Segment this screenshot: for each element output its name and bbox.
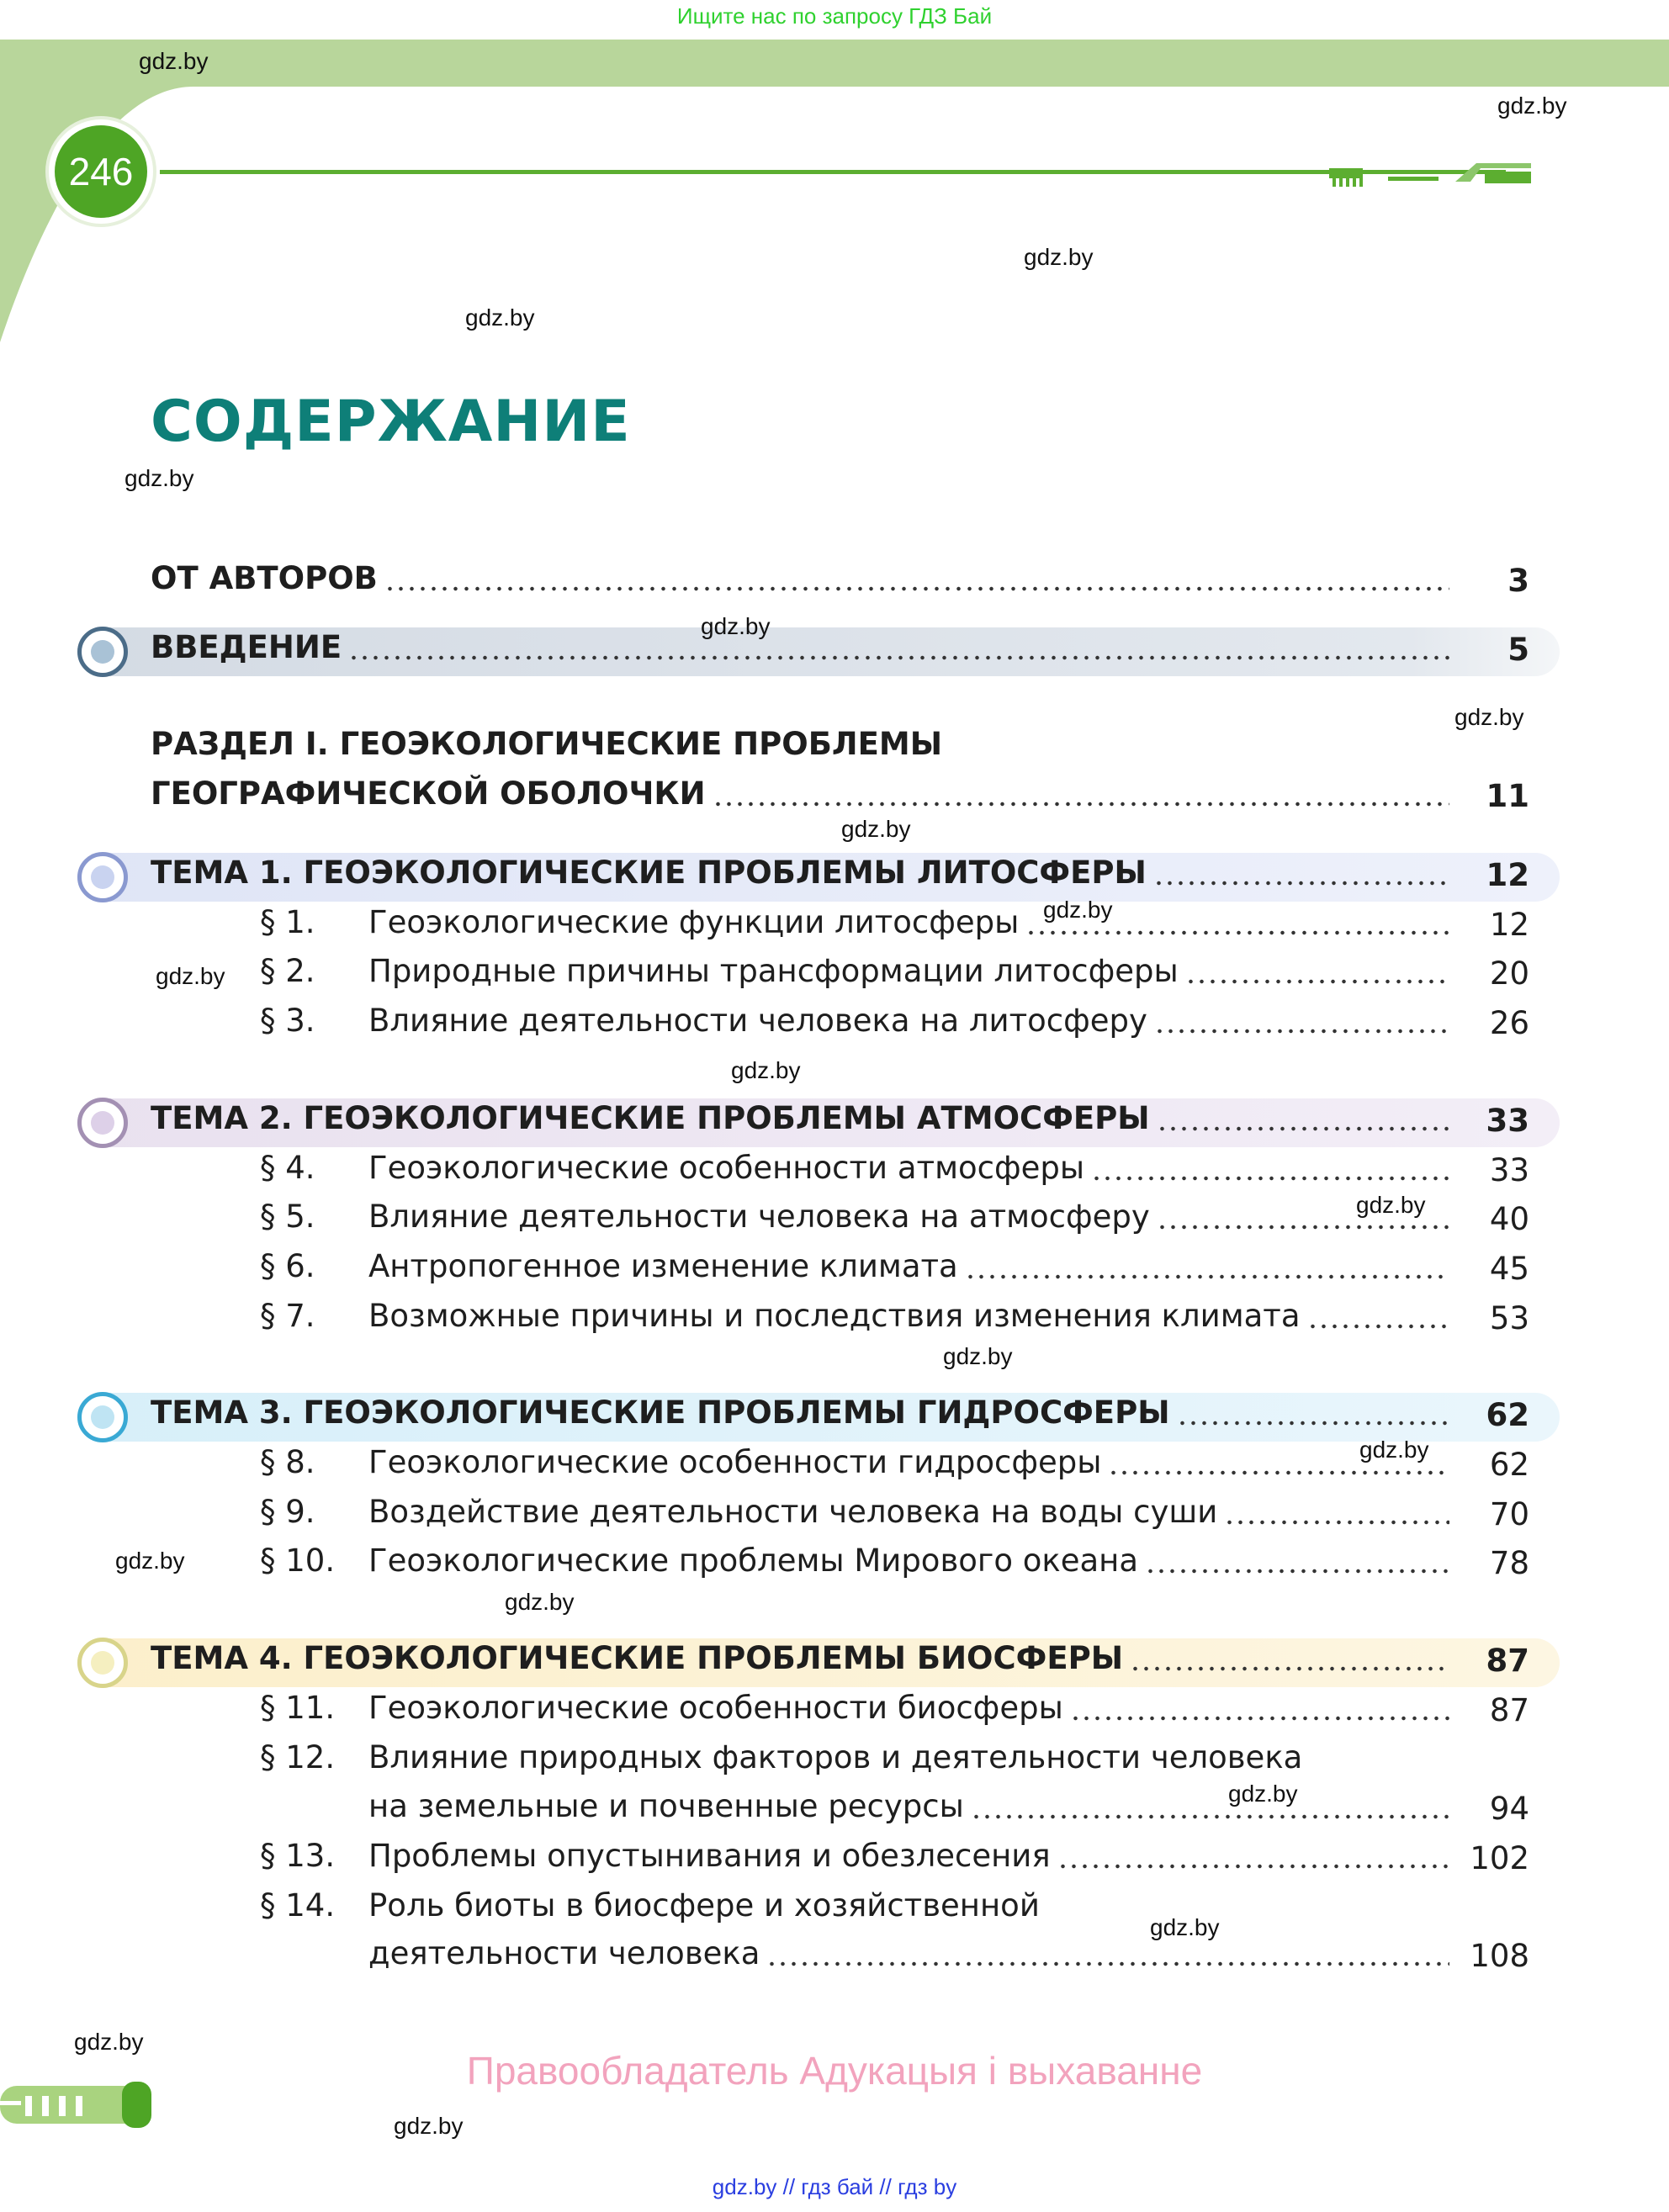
watermark: gdz.by [1497,93,1567,119]
entry-page: 5 [1507,632,1529,668]
toc-paragraph[interactable] [260,1494,1529,1536]
entry-label: Природные причины трансформации литосферы [368,953,1179,989]
entry-label: ТЕМА 4. ГЕОЭКОЛОГИЧЕСКИЕ ПРОБЛЕМЫ БИОСФЕРЫ [151,1640,1124,1676]
dot-leader [1185,978,1449,985]
watermark: gdz.by [1454,704,1524,730]
entry-page: 45 [1489,1251,1529,1287]
dot-leader [971,1813,1449,1820]
dot-leader [1157,1125,1449,1132]
page-title: СОДЕРЖАНИЕ [151,389,631,455]
entry-page: 108 [1470,1938,1529,1974]
dot-leader [965,1273,1449,1280]
toc-paragraph[interactable] [260,1838,1529,1880]
toc-topic-1[interactable] [151,855,1529,897]
entry-page: 11 [1486,778,1529,814]
topic-1-circle-icon [77,852,128,902]
dot-leader [1224,1519,1449,1526]
dot-leader [348,654,1449,661]
watermark: gdz.by [1150,1914,1220,1940]
dot-leader [384,585,1449,592]
entry-label: РАЗДЕЛ I. ГЕОЭКОЛОГИЧЕСКИЕ ПРОБЛЕМЫ [151,726,943,762]
entry-page: 33 [1486,1103,1529,1139]
entry-label: Влияние природных факторов и деятельности человека [368,1739,1303,1775]
dot-leader [1091,1175,1449,1182]
watermark: gdz.by [505,1589,575,1615]
footer-links[interactable]: gdz.by // гдз бай // гдз by [712,2174,957,2199]
entry-page: 70 [1489,1496,1529,1532]
entry-page: 62 [1486,1397,1529,1433]
dot-leader [1307,1323,1449,1330]
entry-page: 12 [1489,907,1529,943]
watermark: gdz.by [1024,244,1094,270]
toc-paragraph[interactable] [260,1248,1529,1290]
entry-label: Геоэкологические особенности атмосферы [368,1150,1085,1186]
watermark: gdz.by [731,1057,801,1083]
toc-paragraph[interactable] [260,1543,1529,1585]
entry-page: 62 [1489,1447,1529,1483]
paragraph-number: § 6. [260,1248,315,1284]
paragraph-number: § 14. [260,1887,336,1924]
topic-4-circle-icon [77,1638,128,1688]
paragraph-number: § 12. [260,1739,336,1775]
watermark: gdz.by [943,1343,1013,1369]
header-line [160,170,1506,174]
watermark: gdz.by [394,2113,464,2139]
toc-paragraph[interactable] [260,1690,1529,1732]
entry-label: ТЕМА 2. ГЕОЭКОЛОГИЧЕСКИЕ ПРОБЛЕМЫ АТМОСФЕРЫ [151,1100,1150,1136]
watermark: gdz.by [125,465,194,491]
page-number-badge [45,116,156,227]
entry-page: 78 [1489,1545,1529,1581]
entry-label: Возможные причины и последствия изменения климата [368,1298,1301,1334]
entry-page: 33 [1489,1152,1529,1188]
entry-label: на земельные и почвенные ресурсы [368,1788,964,1824]
toc-paragraph[interactable] [260,904,1529,946]
toc-entry-intro[interactable] [151,629,1529,671]
dot-leader [1025,929,1449,936]
toc-paragraph-line1[interactable] [260,1739,1529,1781]
toc-paragraph[interactable] [260,1003,1529,1045]
entry-label: Геоэкологические проблемы Мирового океана [368,1543,1139,1579]
dot-leader [766,1961,1449,1967]
paragraph-number: § 3. [260,1003,315,1039]
watermark: gdz.by [701,613,771,639]
entry-label: Проблемы опустынивания и обезлесения [368,1838,1051,1874]
toc-paragraph[interactable] [260,1444,1529,1486]
toc-topic-4[interactable] [151,1640,1529,1682]
entry-label: Роль биоты в биосфере и хозяйственной [368,1887,1040,1924]
toc-paragraph[interactable] [260,953,1529,995]
paragraph-number: § 4. [260,1150,315,1186]
toc-paragraph[interactable] [260,1298,1529,1340]
toc-topic-2[interactable] [151,1100,1529,1142]
entry-page: 26 [1489,1005,1529,1041]
entry-label: Влияние деятельности человека на литосферу [368,1003,1147,1039]
copyright-notice: Правообладатель Адукацыя і выхаванне [466,2049,1203,2093]
watermark: gdz.by [1359,1437,1429,1463]
entry-label: Геоэкологические особенности гидросферы [368,1444,1102,1480]
watermark: gdz.by [841,816,911,842]
toc-section-heading-line1[interactable] [151,726,1529,768]
search-hint-banner: Ищите нас по запросу ГДЗ Бай [676,3,993,29]
paragraph-number: § 11. [260,1690,336,1726]
entry-label: Геоэкологические функции литосферы [368,904,1020,940]
dot-leader [1057,1863,1449,1870]
entry-page: 87 [1486,1643,1529,1679]
entry-page: 87 [1489,1692,1529,1728]
entry-label: ОТ АВТОРОВ [151,560,378,596]
entry-page: 3 [1507,563,1529,599]
dot-leader [1108,1469,1449,1476]
topic-2-circle-icon [77,1098,128,1148]
watermark: gdz.by [139,48,209,74]
paragraph-number: § 5. [260,1199,315,1235]
entry-label: Геоэкологические особенности биосферы [368,1690,1063,1726]
entry-page: 40 [1489,1201,1529,1237]
watermark: gdz.by [1356,1192,1426,1218]
entry-label: ГЕОГРАФИЧЕСКОЙ ОБОЛОЧКИ [151,775,706,812]
watermark: gdz.by [156,963,225,989]
paragraph-number: § 7. [260,1298,315,1334]
entry-label: ВВЕДЕНИЕ [151,629,342,665]
toc-topic-3[interactable] [151,1394,1529,1437]
dot-leader [1145,1568,1449,1574]
dot-leader [1157,1224,1449,1230]
page-number: 246 [55,125,147,218]
paragraph-number: § 10. [260,1543,336,1579]
toc-paragraph[interactable] [260,1199,1529,1241]
entry-page: 102 [1470,1840,1529,1876]
paragraph-number: § 1. [260,904,315,940]
paragraph-number: § 13. [260,1838,336,1874]
dot-leader [713,801,1449,807]
toc-paragraph-line1[interactable] [260,1887,1529,1929]
dot-leader [1070,1715,1449,1722]
entry-label: Антропогенное изменение климата [368,1248,958,1284]
entry-page: 94 [1489,1791,1529,1827]
toc-paragraph[interactable] [260,1935,1529,1977]
paragraph-number: § 9. [260,1494,315,1530]
dot-leader [1177,1420,1449,1426]
intro-circle-icon [77,627,128,677]
toc-paragraph[interactable] [260,1150,1529,1192]
entry-page: 53 [1489,1300,1529,1336]
header-line-ornament [1329,160,1531,190]
entry-label: деятельности человека [368,1935,760,1971]
toc-paragraph[interactable] [260,1788,1529,1830]
topic-3-circle-icon [77,1392,128,1442]
watermark: gdz.by [1043,897,1113,923]
toc-entry-authors[interactable] [151,560,1529,602]
watermark: gdz.by [74,2029,144,2055]
dot-leader [1130,1665,1449,1672]
paragraph-number: § 8. [260,1444,315,1480]
watermark: gdz.by [465,304,535,331]
entry-label: Воздействие деятельности человека на воды суши [368,1494,1218,1530]
entry-label: Влияние деятельности человека на атмосферу [368,1199,1150,1235]
toc-entry-section-1[interactable] [151,775,1529,818]
dot-leader [1154,1028,1449,1035]
watermark: gdz.by [1228,1781,1298,1807]
entry-page: 12 [1486,857,1529,893]
watermark: gdz.by [115,1548,185,1574]
entry-page: 20 [1489,955,1529,992]
dot-leader [1153,880,1449,886]
entry-label: ТЕМА 3. ГЕОЭКОЛОГИЧЕСКИЕ ПРОБЛЕМЫ ГИДРОСФЕРЫ [151,1394,1170,1431]
paragraph-number: § 2. [260,953,315,989]
entry-label: ТЕМА 1. ГЕОЭКОЛОГИЧЕСКИЕ ПРОБЛЕМЫ ЛИТОСФЕРЫ [151,855,1147,891]
